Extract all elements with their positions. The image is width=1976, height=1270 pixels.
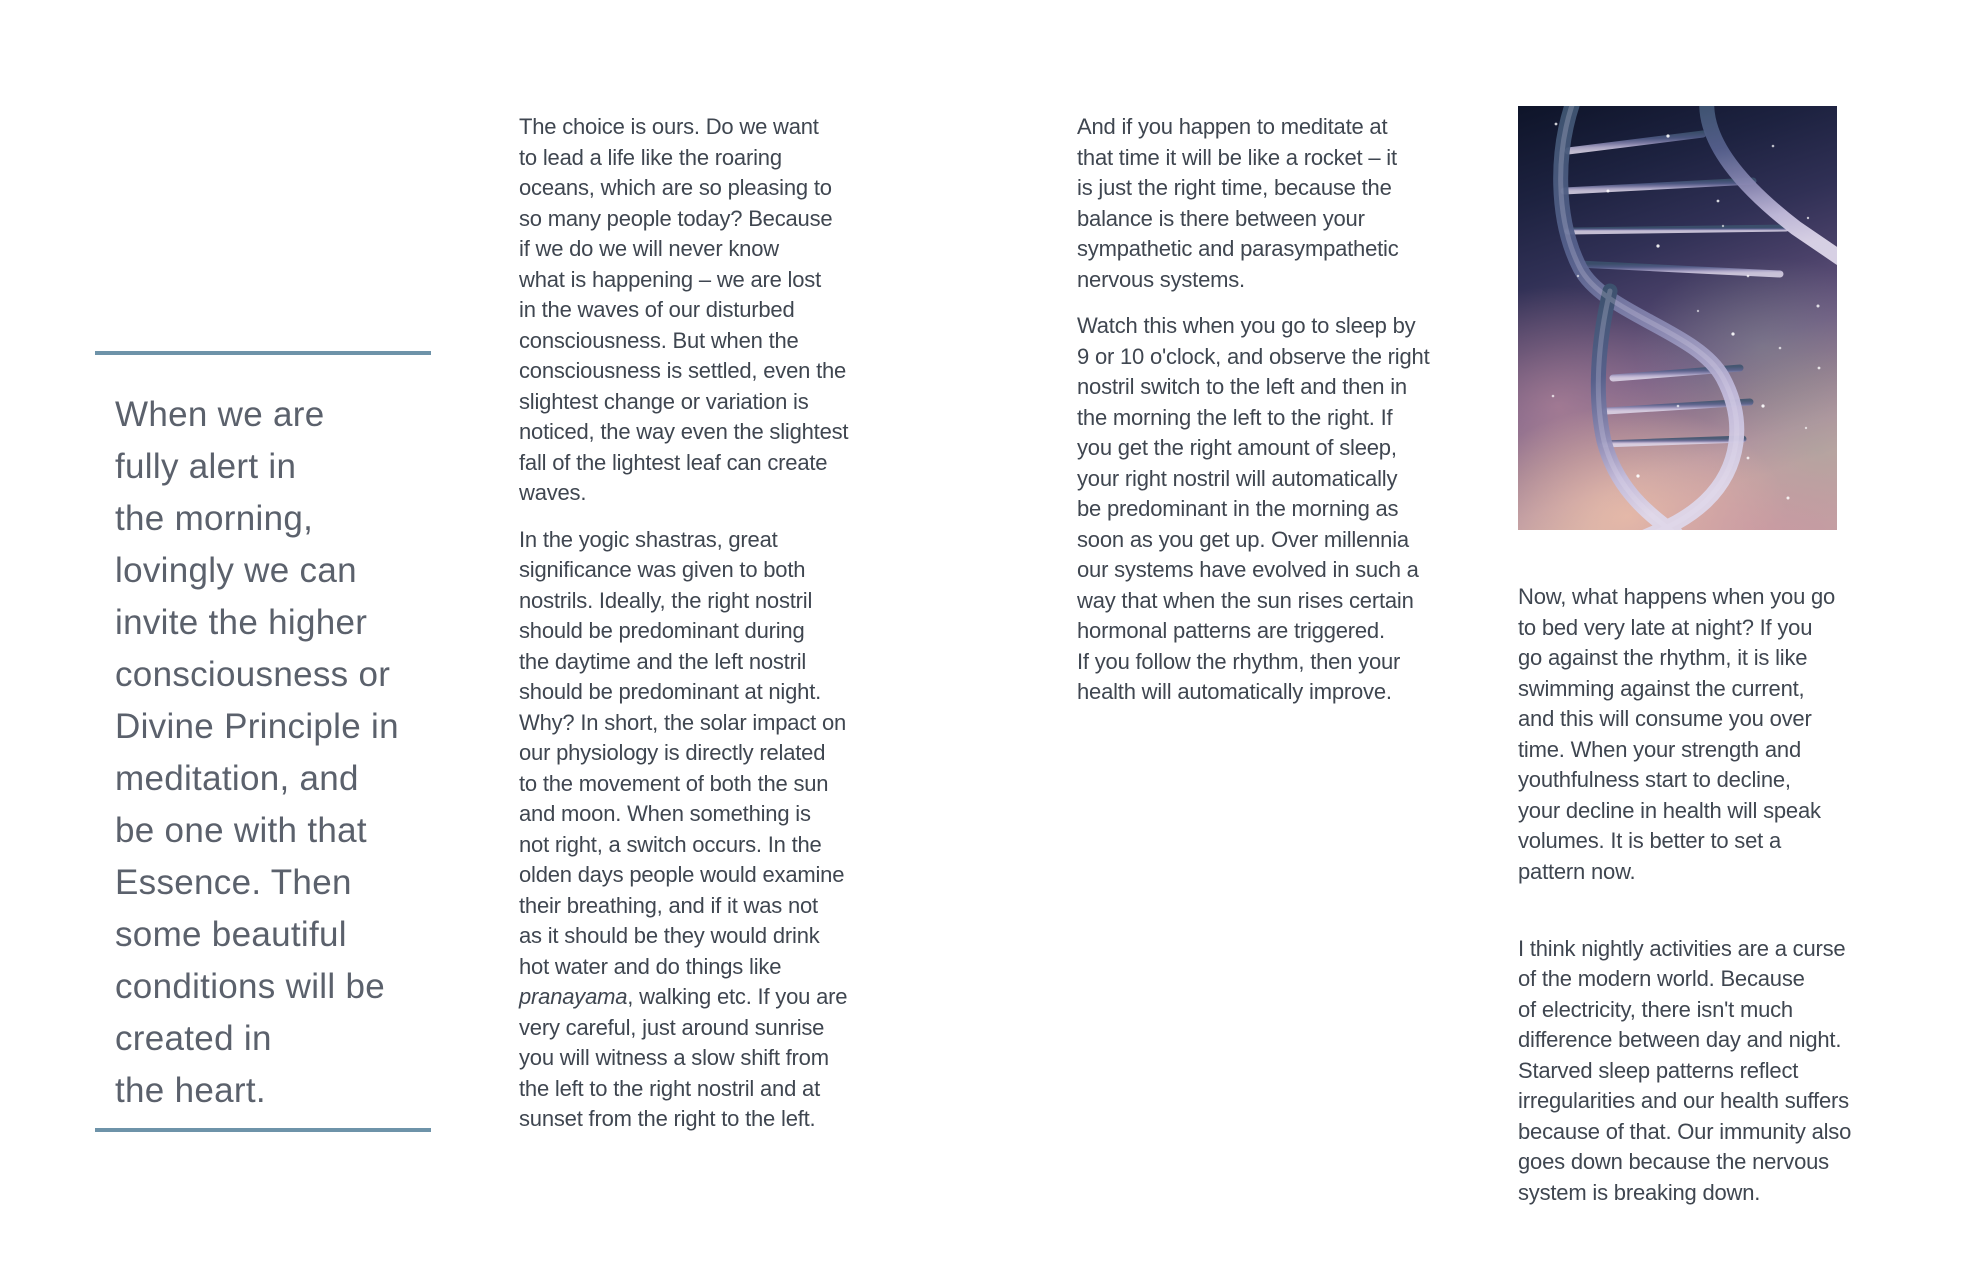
text-line: youthfulness start to decline,: [1518, 767, 1791, 792]
text-line: to the movement of both the sun: [519, 770, 829, 796]
pull-quote-block: [95, 351, 431, 1132]
text-line: should be predominant at night.: [519, 679, 822, 704]
text-line: soon as you get up. Over millennia: [1077, 526, 1409, 552]
text-line: meditation, and: [115, 759, 359, 798]
text-line: your right nostril will automatically: [1077, 465, 1398, 491]
text-line: nervous systems.: [1077, 266, 1245, 292]
text-line: Essence. Then: [115, 863, 352, 902]
text-line: The choice is ours. Do we want: [519, 114, 819, 139]
text-line: and moon. When something is: [519, 801, 811, 826]
text-line: very careful, just around sunrise: [519, 1014, 825, 1040]
text-line: When we are: [115, 395, 325, 434]
text-line: the left to the right nostril and at: [519, 1075, 820, 1101]
text-line: nostril switch to the left and then in: [1077, 374, 1407, 399]
text-line: Divine Principle in: [115, 707, 399, 746]
text-line: their breathing, and if it was not: [519, 892, 818, 918]
text-line: be one with that: [115, 811, 367, 850]
text-line: conditions will be: [115, 967, 385, 1006]
text-line: the morning,: [115, 499, 314, 538]
text-line: pattern now.: [1518, 858, 1636, 884]
text-line: Watch this when you go to sleep by: [1077, 313, 1416, 338]
text-line: balance is there between your: [1077, 205, 1365, 231]
text-line: way that when the sun rises certain: [1077, 587, 1414, 613]
text-line: the daytime and the left nostril: [519, 648, 807, 674]
text-line: the morning the left to the right. If: [1077, 404, 1393, 430]
text-line: as it should be they would drink: [519, 923, 820, 948]
image-text-column: [1518, 106, 1878, 1224]
text-line: is just the right time, because the: [1077, 175, 1392, 200]
text-line: because of that. Our immunity also: [1518, 1118, 1852, 1144]
text-line: consciousness is settled, even the: [519, 358, 847, 383]
pull-quote-text: [115, 389, 431, 1117]
text-line: to lead a life like the roaring: [519, 144, 782, 170]
dna-helix-graphic: [1518, 106, 1837, 530]
text-line: to bed very late at night? If you: [1518, 614, 1813, 640]
text-column-2: [1077, 112, 1469, 724]
text-line: Now, what happens when you go: [1518, 584, 1836, 609]
text-line: And if you happen to meditate at: [1077, 114, 1388, 139]
text-line: I think nightly activities are a curse: [1518, 935, 1846, 961]
text-line: not right, a switch occurs. In the: [519, 831, 822, 857]
text-line: created in: [115, 1019, 272, 1058]
text-line: your decline in health will speak: [1518, 797, 1821, 823]
text-line: of the modern world. Because: [1518, 966, 1805, 991]
text-line: sunset from the right to the left.: [519, 1106, 816, 1131]
text-line: Why? In short, the solar impact on: [519, 709, 847, 735]
text-line: Starved sleep patterns reflect: [1518, 1057, 1799, 1083]
text-line: fully alert in: [115, 447, 297, 486]
text-line: our systems have evolved in such a: [1077, 557, 1419, 582]
paragraph-late-night: [1518, 582, 1878, 918]
text-line: should be predominant during: [519, 618, 805, 643]
paragraph-watch-sleep: [1077, 311, 1469, 708]
text-line: you get the right amount of sleep,: [1077, 435, 1397, 460]
text-line: pranayama, walking etc. If you are: [519, 984, 848, 1009]
text-line: our physiology is directly related: [519, 740, 826, 765]
text-line: waves.: [519, 480, 587, 505]
text-line: significance was given to both: [519, 557, 806, 582]
text-line: irregularities and our health suffers: [1518, 1088, 1849, 1113]
text-line: difference between day and night.: [1518, 1027, 1842, 1052]
text-line: what is happening – we are lost: [519, 266, 821, 292]
text-line: be predominant in the morning as: [1077, 496, 1399, 521]
text-line: consciousness. But when the: [519, 327, 799, 353]
text-line: fall of the lightest leaf can create: [519, 449, 828, 475]
text-line: nostrils. Ideally, the right nostril: [519, 587, 813, 613]
text-line: olden days people would examine: [519, 862, 845, 887]
text-line: go against the rhythm, it is like: [1518, 645, 1808, 670]
text-line: 9 or 10 o'clock, and observe the right: [1077, 343, 1430, 369]
text-line: oceans, which are so pleasing to: [519, 175, 832, 200]
text-line: swimming against the current,: [1518, 675, 1805, 701]
text-line: that time it will be like a rocket – it: [1077, 144, 1397, 170]
text-line: the heart.: [115, 1071, 266, 1110]
text-line: so many people today? Because: [519, 205, 833, 231]
text-line: health will automatically improve.: [1077, 679, 1392, 704]
text-line: noticed, the way even the slightest: [519, 419, 849, 444]
text-line: and this will consume you over: [1518, 706, 1812, 731]
text-line: volumes. It is better to set a: [1518, 828, 1782, 853]
paragraph-choice-is-ours: [519, 112, 899, 509]
text-line: some beautiful: [115, 915, 347, 954]
paragraph-yogic-shastras: [519, 525, 899, 1135]
text-line: in the waves of our disturbed: [519, 297, 795, 322]
text-line: lovingly we can: [115, 551, 357, 590]
text-line: if we do we will never know: [519, 236, 779, 261]
text-line: hormonal patterns are triggered.: [1077, 618, 1385, 643]
text-line: of electricity, there isn't much: [1518, 996, 1793, 1022]
text-line: hot water and do things like: [519, 953, 782, 979]
text-line: you will witness a slow shift from: [519, 1045, 829, 1070]
text-column-1: [519, 112, 899, 1151]
text-line: time. When your strength and: [1518, 736, 1801, 762]
text-line: invite the higher: [115, 603, 368, 642]
text-line: slightest change or variation is: [519, 388, 809, 414]
paragraph-nightly-activities: [1518, 934, 1878, 1209]
dna-helix-image: [1518, 106, 1837, 530]
text-line: If you follow the rhythm, then your: [1077, 648, 1401, 674]
text-line: [1518, 887, 1878, 918]
text-line: sympathetic and parasympathetic: [1077, 236, 1399, 261]
paragraph-meditate-rocket: [1077, 112, 1469, 295]
text-line: goes down because the nervous: [1518, 1149, 1829, 1174]
text-line: In the yogic shastras, great: [519, 526, 778, 552]
text-line: system is breaking down.: [1518, 1179, 1761, 1205]
text-line: consciousness or: [115, 655, 391, 694]
